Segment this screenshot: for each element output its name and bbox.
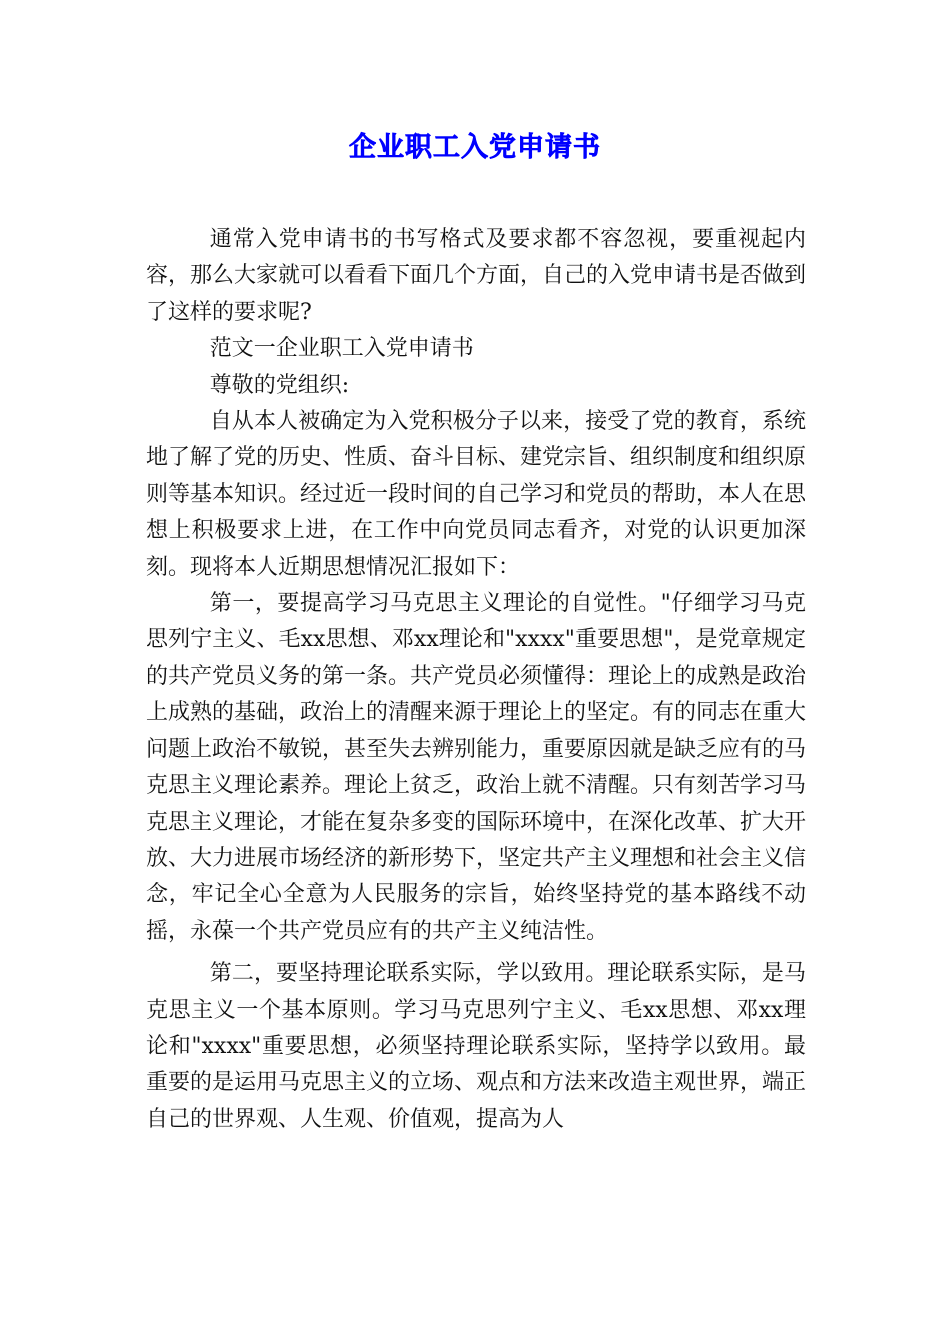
salutation: 尊敬的党组织: bbox=[209, 372, 350, 398]
opening-paragraph: 自从本人被确定为入党积极分子以来，接受了党的教育，系统地了解了党的历史、性质、奋斗目标、建党宗旨、组织制度和组织原则等基本知识。经过近一段时间的自己学习和党员的帮助，本人在思想上积极要求上进，在工作中向党员同志看齐，对党的认识更加深刻。现将本人近期思想情况汇报如下： bbox=[146, 409, 807, 580]
point-one-paragraph: 第一，要提高学习马克思主义理论的自觉性。"仔细学习马克思列宁主义、毛xx思想、邓xx理论和"xxxx"重要思想"，是党章规定的共产党员义务的第一条。共产党员必须懂得：理论上的成熟是政治上成熟的基础，政治上的清醒来源于理论上的坚定。有的同志在重大问题上政治不敏锐，甚至失去辨别能力，重要原因就是缺乏应有的马克思主义理论素养。理论上贫乏，政治上就不清醒。只有刻苦学习马克思主义理论，才能在复杂多变的国际环境中，在深化改革、扩大开放、大力进展市场经济的新形势下，坚定共产主义理想和社会主义信念，牢记全心全意为人民服务的宗旨，始终坚持党的基本路线不动摇，永葆一个共产党员应有的共产主义纯洁性。 bbox=[146, 591, 807, 944]
document-title: 企业职工入党申请书 bbox=[349, 132, 601, 163]
point-two-paragraph: 第二，要坚持理论联系实际，学以致用。理论联系实际，是马克思主义一个基本原则。学习马克思列宁主义、毛xx思想、邓xx理论和"xxxx"重要思想，必须坚持理论联系实际，坚持学以致用。最重要的是运用马克思主义的立场、观点和方法来改造主观世界，端正自己的世界观、人生观、价值观，提高为人 bbox=[146, 961, 807, 1132]
sample-heading: 范文一企业职工入党申请书 bbox=[209, 336, 474, 362]
intro-paragraph: 通常入党申请书的书写格式及要求都不容忽视，要重视起内容，那么大家就可以看看下面几个方面，自己的入党申请书是否做到了这样的要求呢? bbox=[146, 227, 807, 325]
document-body bbox=[146, 222, 806, 1138]
